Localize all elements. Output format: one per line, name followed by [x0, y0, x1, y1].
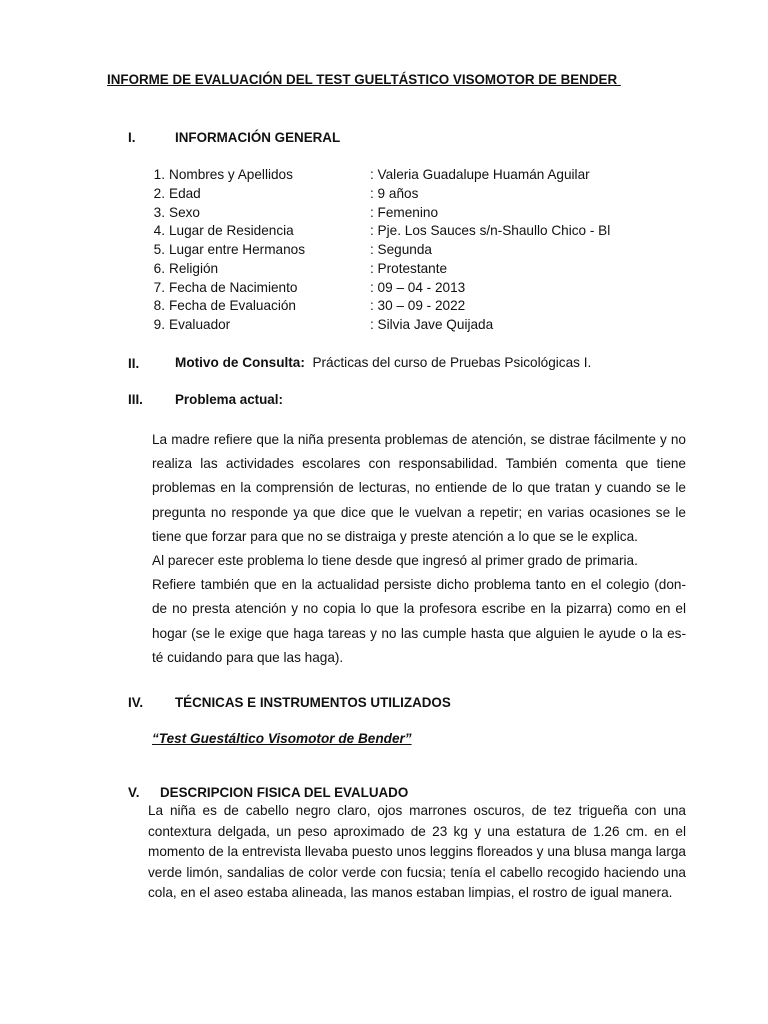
section-1-number: I.	[128, 130, 136, 145]
section-3-title: Problema actual:	[175, 392, 283, 407]
section-4-number: IV.	[128, 695, 144, 710]
consultation-reason	[175, 355, 591, 370]
section-5-number: V.	[128, 785, 140, 800]
document-title: INFORME DE EVALUACIÓN DEL TEST GUELTÁSTICO VISOMOTOR DE BENDER	[107, 72, 621, 87]
problem-paragraph: Refiere también que en la actualidad persiste dicho problema tanto en el colegio (don-de no presta atención y no copia lo que la profesora escribe en la pizarra) como en el hogar (se le exige que haga tareas y no las cumple hasta que alguien le ayude o la es-té cuidando para que las haga).	[152, 577, 686, 665]
problem-paragraph: La madre refiere que la niña presenta problemas de atención, se distrae fácilmente y no realiza las actividades escolares con responsabilidad. También comenta que tiene problemas en la comprensión de lecturas, no entiende de lo que tratan y cuando se le pregunta no responde ya que dice que le vuelvan a repetir; en varias ocasiones se le tiene que forzar para que no se distraiga y preste atención a lo que se le explica.	[152, 432, 686, 544]
problem-paragraph: Al parecer este problema lo tiene desde que ingresó al primer grado de primaria.	[152, 553, 638, 569]
section-1-title: INFORMACIÓN GENERAL	[175, 130, 341, 145]
consultation-reason-label: Motivo de Consulta:	[175, 355, 305, 370]
section-5-title: DESCRIPCION FISICA DEL EVALUADO	[160, 785, 409, 800]
section-2-number: II.	[128, 356, 140, 371]
section-4-title: TÉCNICAS E INSTRUMENTOS UTILIZADOS	[175, 695, 451, 710]
physical-description-text: La niña es de cabello negro claro, ojos marrones oscuros, de tez trigueña con una contextura delgada, un peso aproximado de 23 kg y una estatura de 1.26 cm. en el momento de la entrevista llevaba puesto unos leggins floreados y una blusa manga larga verde limón, sandalias de color verde con fucsia; tenía el cabello recogido haciendo una cola, en el aseo estaba alineada, las manos estaban limpias, el rostro de igual manera.	[148, 803, 686, 900]
consultation-reason-text: Prácticas del curso de Pruebas Psicológicas I.	[304, 355, 592, 370]
section-3-number: III.	[128, 392, 143, 407]
current-problem-text	[152, 428, 686, 670]
test-name: “Test Guestáltico Visomotor de Bender”	[152, 731, 412, 746]
